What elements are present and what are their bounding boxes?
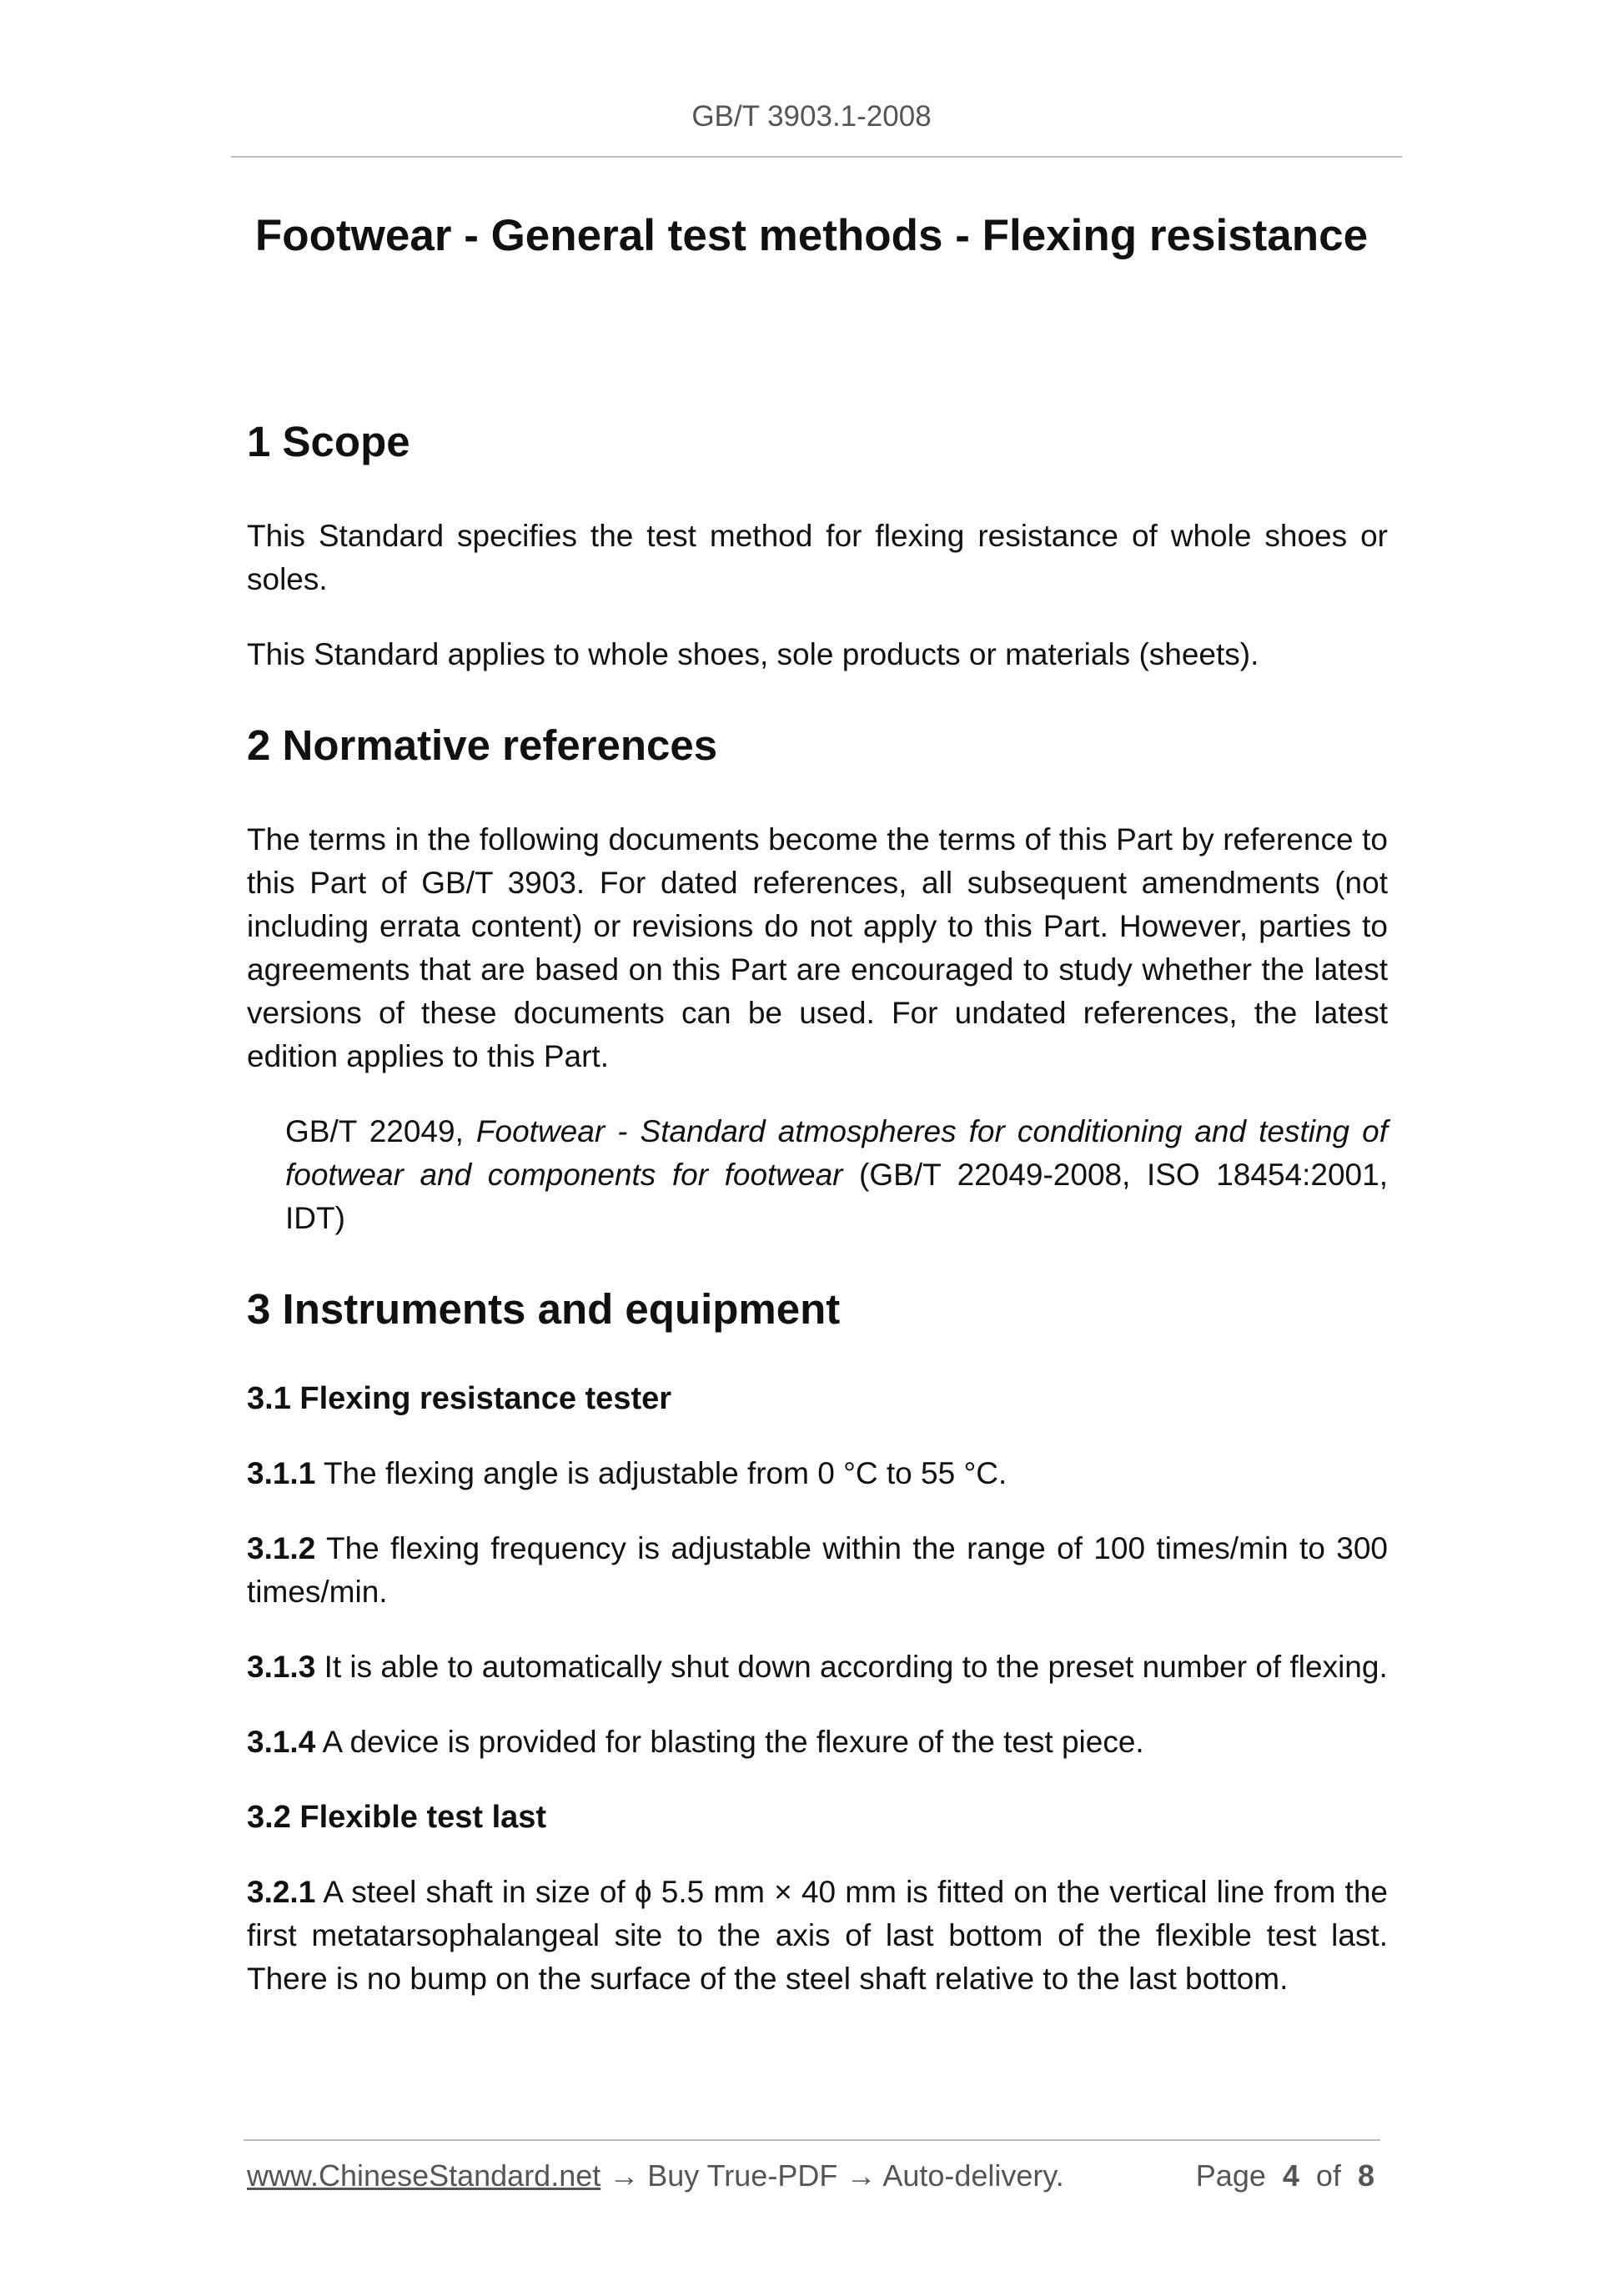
clause-3-1-2 <box>247 1527 1388 1614</box>
clause-text: A device is provided for blasting the flexure of the test piece. <box>315 1725 1144 1759</box>
clause-3-2-1 <box>247 1871 1388 2001</box>
subsection-heading-test-last: 3.2 Flexible test last <box>247 1800 547 1835</box>
footer-rule <box>244 2139 1380 2141</box>
section-heading-normative-references: 2 Normative references <box>247 721 718 769</box>
reference-entry <box>285 1110 1388 1240</box>
document-body <box>247 413 1388 2001</box>
scope-paragraph-1: This Standard specifies the test method for flexing resistance of whole shoes or soles. <box>247 519 1388 596</box>
section-heading-scope: 1 Scope <box>247 418 410 465</box>
clause-text: The flexing angle is adjustable from 0 °C to 55 °C. <box>315 1456 1007 1490</box>
clause-text: A steel shaft in size of ϕ 5.5 mm × 40 mm is fitted on the vertical line from the first metatarsophalangeal site to the axis of last bottom of the flexible test last. There is no bump on the surface of the steel shaft relative to the last bottom. <box>247 1875 1388 1996</box>
page-footer <box>247 2158 1381 2200</box>
normative-references-paragraph: The terms in the following documents become the terms of this Part by reference to this Part of GB/T 3903. For dated references, all subsequent amendments (not including errata content) or revisions do not apply to this Part. However, parties to agreements that are based on this Part are encouraged to study whether the latest versions of these documents can be used. For undated references, the latest edition applies to this Part. <box>247 822 1388 1073</box>
page-number: 4 <box>1282 2158 1299 2193</box>
clause-3-1-1 <box>247 1452 1388 1495</box>
clause-text: The flexing frequency is adjustable within the range of 100 times/min to 300 times/min. <box>247 1531 1388 1609</box>
clause-number: 3.1.3 <box>247 1650 316 1684</box>
reference-code: GB/T 22049, <box>285 1114 476 1148</box>
page-label: Page <box>1195 2158 1266 2193</box>
reference-identifiers: (GB/T 22049-2008, ISO 18454:2001, IDT) <box>285 1158 1388 1235</box>
clause-3-1-4 <box>247 1721 1388 1764</box>
clause-3-1-3 <box>247 1645 1388 1689</box>
clause-number: 3.1.1 <box>247 1456 316 1490</box>
clause-number: 3.1.4 <box>247 1725 316 1759</box>
of-label: of <box>1315 2158 1341 2193</box>
clause-text: It is able to automatically shut down according to the preset number of flexing. <box>315 1650 1388 1684</box>
running-header: GB/T 3903.1-2008 <box>691 100 932 133</box>
section-heading-instruments: 3 Instruments and equipment <box>247 1285 841 1333</box>
scope-paragraph-2: This Standard applies to whole shoes, sole products or materials (sheets). <box>247 637 1259 671</box>
reference-title: Footwear - Standard atmospheres for conditioning and testing of footwear and components for footwear <box>285 1114 1388 1192</box>
document-title: Footwear - General test methods - Flexing resistance <box>254 211 1369 260</box>
clause-number: 3.1.2 <box>247 1531 316 1565</box>
page-total: 8 <box>1357 2158 1374 2193</box>
clause-number: 3.2.1 <box>247 1875 316 1909</box>
website-link[interactable]: www.ChineseStandard.net <box>247 2158 601 2193</box>
footer-promo-text: → Buy True-PDF → Auto-delivery. <box>600 2158 1064 2193</box>
footer-promo <box>247 2158 1064 2193</box>
page-counter <box>1196 2158 1374 2193</box>
header-rule <box>231 156 1402 158</box>
subsection-heading-tester: 3.1 Flexing resistance tester <box>247 1381 672 1416</box>
